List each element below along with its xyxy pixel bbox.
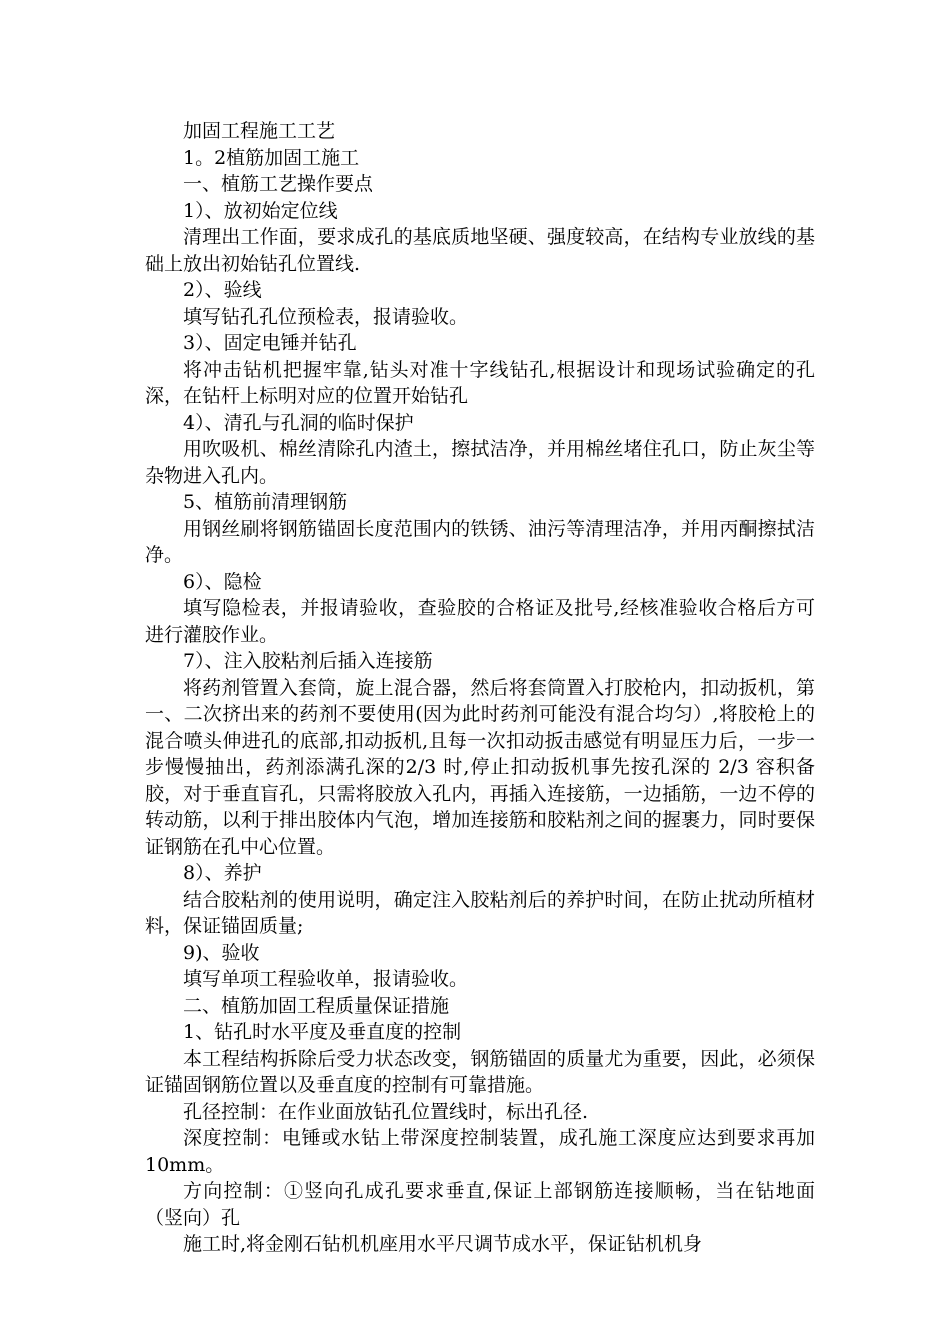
step-heading: 3）、固定电锤并钻孔	[183, 332, 357, 354]
paragraph: 本工程结构拆除后受力状态改变，钢筋锚固的质量尤为重要，因此，必须保证锚固钢筋位置以及垂直度的控制有可靠措施。	[145, 1047, 815, 1096]
step-heading: 1、钻孔时水平度及垂直度的控制	[183, 1021, 462, 1043]
document-body	[145, 118, 815, 1258]
step-heading: 9)、验收	[183, 941, 260, 964]
step-heading: 4）、清孔与孔洞的临时保护	[183, 411, 414, 434]
paragraph: 深度控制：电锤或水钻上带深度控制装置，成孔施工深度应达到要求再加10mm。	[145, 1127, 815, 1176]
doc-title: 加固工程施工工艺	[183, 120, 336, 142]
paragraph: 结合胶粘剂的使用说明，确定注入胶粘剂后的养护时间，在防止扰动所植材料，保证锚固质量;	[145, 888, 815, 937]
step-heading: 7）、注入胶粘剂后插入连接筋	[183, 650, 433, 672]
section-heading: 一、植筋工艺操作要点	[183, 173, 374, 195]
step-heading: 6）、隐检	[183, 570, 262, 593]
paragraph: 清理出工作面，要求成孔的基底质地坚硬、强度较高，在结构专业放线的基础上放出初始钻孔位置线.	[145, 226, 815, 275]
paragraph: 填写隐检表，并报请验收，查验胶的合格证及批号,经核准验收合格后方可进行灌胶作业。	[145, 597, 815, 646]
section-heading: 1。2植筋加固工施工	[183, 146, 360, 169]
paragraph: 将冲击钻机把握牢靠,钻头对准十字线钻孔,根据设计和现场试验确定的孔深，在钻杆上标明对应的位置开始钻孔	[145, 358, 815, 407]
paragraph: 用吹吸机、棉丝清除孔内渣土，擦拭洁净，并用棉丝堵住孔口，防止灰尘等杂物进入孔内。	[145, 438, 815, 487]
paragraph: 将药剂管置入套筒，旋上混合器，然后将套筒置入打胶枪内，扣动扳机，第一、二次挤出来的药剂不要使用(因为此时药剂可能没有混合均匀）,将胶枪上的混合喷头伸进孔的底部,扣动扳机,且每一次扣动扳击感觉有明显压力后，一步一步慢慢抽出，药剂添满孔深的2/3 时,停止扣动扳机事先按孔深的 2/3 容积备胶，对于垂直盲孔，只需将胶放入孔内，再插入连接筋，一边插筋，一边不停的转动筋，以利于排出胶体内气泡，增加连接筋和胶粘剂之间的握裹力，同时要保证钢筋在孔中心位置。	[145, 676, 815, 858]
paragraph: 填写单项工程验收单，报请验收。	[183, 968, 469, 990]
step-heading: 8）、养护	[183, 862, 262, 884]
paragraph: 方向控制：①竖向孔成孔要求垂直,保证上部钢筋连接顺畅，当在钻地面（竖向）孔	[145, 1180, 815, 1229]
paragraph: 施工时,将金刚石钻机机座用水平尺调节成水平，保证钻机机身	[183, 1233, 703, 1255]
section-heading: 二、植筋加固工程质量保证措施	[183, 994, 450, 1017]
paragraph: 孔径控制：在作业面放钻孔位置线时，标出孔径.	[183, 1100, 589, 1123]
paragraph: 填写钻孔孔位预检表，报请验收。	[183, 305, 469, 328]
step-heading: 2）、验线	[183, 279, 262, 301]
step-heading: 1）、放初始定位线	[183, 199, 338, 222]
step-heading: 5、植筋前清理钢筋	[183, 491, 348, 513]
paragraph: 用钢丝刷将钢筋锚固长度范围内的铁锈、油污等清理洁净，并用丙酮擦拭洁净。	[145, 517, 815, 566]
